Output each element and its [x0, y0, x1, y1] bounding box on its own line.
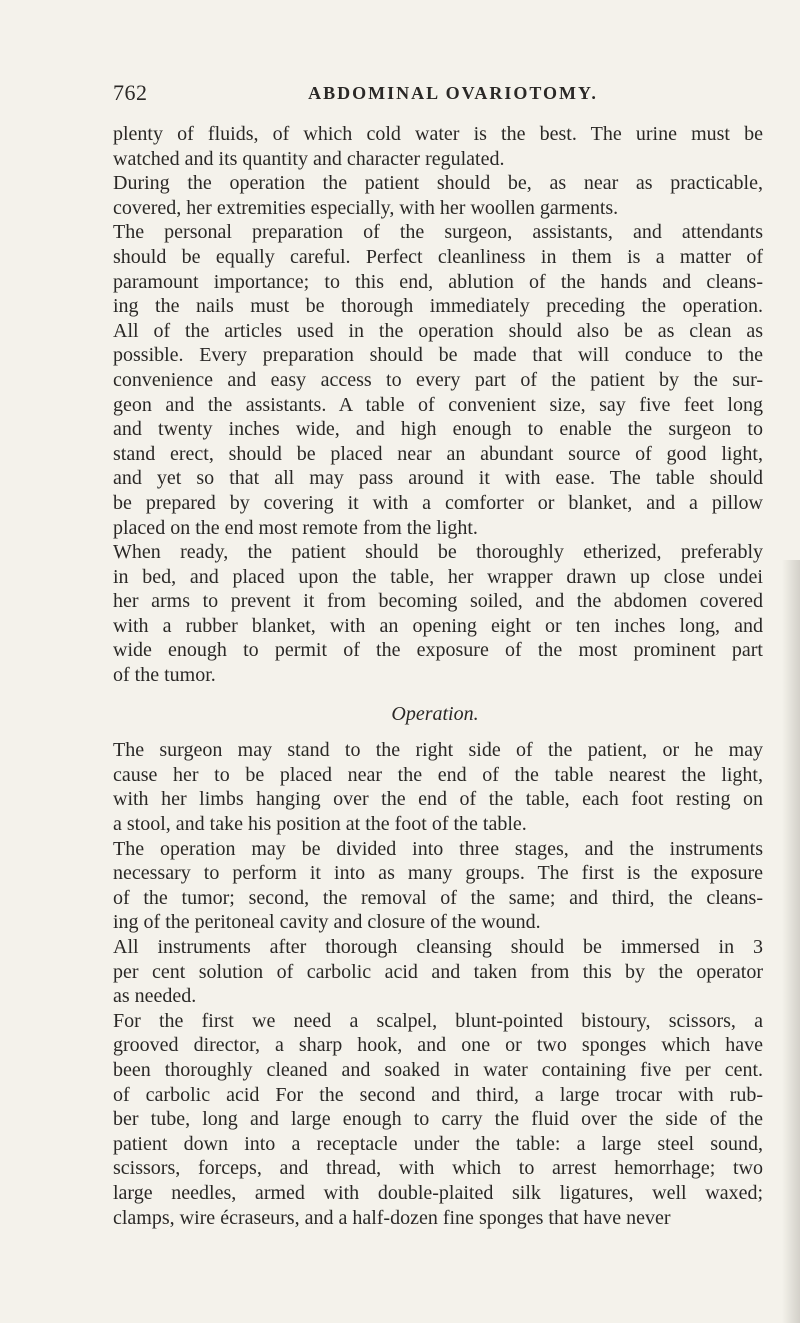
text-line: placed on the end most remote from the light. [113, 516, 478, 539]
section-heading: Operation. [391, 702, 479, 725]
text-line: stand erect, should be placed near an abundant source of good light, [113, 442, 763, 465]
text-line: patient down into a receptacle under the table: a large steel sound, [113, 1132, 763, 1155]
text-line: wide enough to permit of the exposure of the most prominent part [113, 639, 763, 662]
text-line: as needed. [113, 985, 197, 1008]
text-line: per cent solution of carbolic acid and taken from this by the operator [113, 960, 763, 983]
text-line: All of the articles used in the operation should also be as clean as [113, 319, 763, 342]
text-line: of the tumor. [113, 664, 216, 687]
text-line: a stool, and take his position at the foot of the table. [113, 813, 527, 836]
text-line: The operation may be divided into three stages, and the instruments [113, 837, 763, 860]
page-edge-shadow [782, 560, 800, 1323]
text-line: grooved director, a sharp hook, and one or two sponges which have [113, 1034, 763, 1057]
text-line: plenty of fluids, of which cold water is the best. The urine must be [113, 123, 763, 145]
text-line: All instruments after thorough cleansing should be immersed in 3 [113, 936, 763, 958]
text-line: ing the nails must be thorough immediately preceding the operation. [113, 295, 763, 318]
text-line: covered, her extremities especially, with her woollen garments. [113, 196, 619, 219]
text-line: convenience and easy access to every part of the patient by the sur- [113, 368, 763, 391]
text-line: geon and the assistants. A table of convenient size, say five feet long [113, 393, 763, 416]
text-line: her arms to prevent it from becoming soiled, and the abdomen covered [113, 590, 763, 613]
text-line: with a rubber blanket, with an opening eight or ten inches long, and [113, 614, 763, 637]
text-line: paramount importance; to this end, ablution of the hands and cleans- [113, 270, 763, 293]
text-after-heading [113, 738, 763, 1230]
text-line: of carbolic acid For the second and third, a large trocar with rub- [113, 1083, 763, 1106]
text-line: necessary to perform it into as many groups. The first is the exposure [113, 862, 763, 885]
text-line: and twenty inches wide, and high enough to enable the surgeon to [113, 418, 763, 441]
text-line: and yet so that all may pass around it with ease. The table should [113, 467, 763, 490]
page-number: 762 [113, 80, 148, 105]
text-line: of the tumor; second, the removal of the same; and third, the cleans- [113, 886, 763, 909]
text-line: possible. Every preparation should be made that will conduce to the [113, 344, 763, 367]
text-line: large needles, armed with double-plaited silk ligatures, well waxed; [113, 1181, 763, 1204]
text-line: cause her to be placed near the end of the table nearest the light, [113, 763, 763, 786]
text-line: watched and its quantity and character regulated. [113, 147, 505, 170]
page-header [113, 80, 763, 110]
text-line: During the operation the patient should be, as near as practicable, [113, 172, 763, 195]
body-text [113, 122, 763, 1230]
running-title: ABDOMINAL OVARIOTOMY. [308, 83, 598, 103]
text-before-heading [113, 122, 763, 688]
text-line: in bed, and placed upon the table, her wrapper drawn up close undei [113, 565, 763, 588]
text-line: When ready, the patient should be thoroughly etherized, preferably [113, 541, 763, 564]
text-line: For the first we need a scalpel, blunt-pointed bistoury, scissors, a [113, 1009, 763, 1032]
text-line: be prepared by covering it with a comforter or blanket, and a pillow [113, 491, 763, 514]
text-line: with her limbs hanging over the end of the table, each foot resting on [113, 788, 763, 811]
text-line: The surgeon may stand to the right side of the patient, or he may [113, 739, 763, 762]
text-line: scissors, forceps, and thread, with which to arrest hemorrhage; two [113, 1157, 763, 1180]
text-line: should be equally careful. Perfect cleanliness in them is a matter of [113, 245, 763, 268]
text-line: The personal preparation of the surgeon, assistants, and attendants [113, 221, 763, 244]
text-line: ing of the peritoneal cavity and closure of the wound. [113, 911, 541, 934]
text-line: ber tube, long and large enough to carry the fluid over the side of the [113, 1108, 763, 1131]
text-line: been thoroughly cleaned and soaked in water containing five per cent. [113, 1058, 763, 1081]
text-line: clamps, wire écraseurs, and a half-dozen fine sponges that have never [113, 1206, 671, 1229]
